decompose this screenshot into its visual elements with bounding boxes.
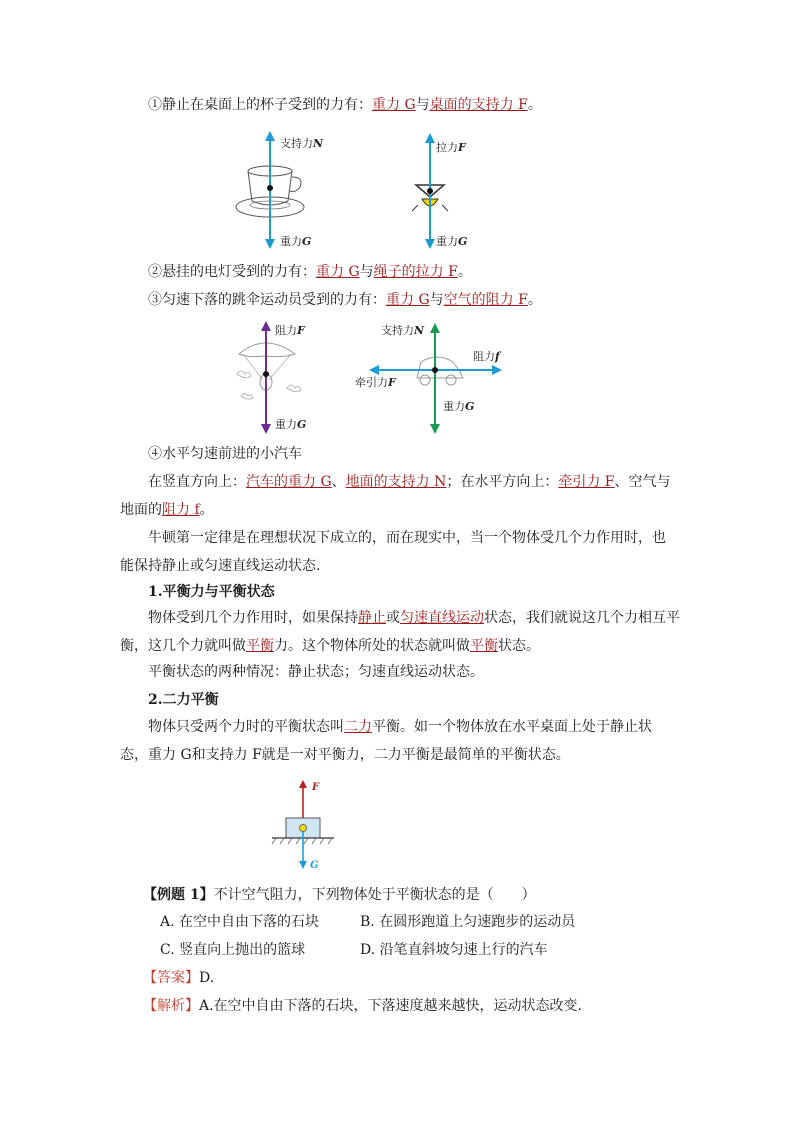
- newton-line1: 牛顿第一定律是在理想状况下成立的，而在现实中，当一个物体受几个力作用时，也: [148, 530, 666, 546]
- block-down-label: G: [310, 860, 319, 871]
- section-2-title: 2.二力平衡: [148, 692, 219, 708]
- sec2-line2: 态，重力 G和支持力 F就是一对平衡力，二力平衡是最简单的平衡状态。: [120, 747, 570, 763]
- sec1-line1: 物体受到几个力作用时，如果保持静止或匀速直线运动状态，我们就说这几个力相互平: [148, 610, 680, 626]
- block-up-label: F: [312, 782, 320, 793]
- item-2: ②悬挂的电灯受到的力有：重力 G与绳子的拉力 F。: [148, 264, 472, 280]
- car-up-label: 支持力N: [381, 324, 425, 337]
- figure-block: [268, 778, 348, 874]
- section-1-title: 1.平衡力与平衡状态: [148, 584, 275, 600]
- example-question: 【例题 1】不计空气阻力，下列物体处于平衡状态的是（ ）: [143, 887, 536, 903]
- para-down-label: 重力G: [275, 418, 307, 431]
- lamp-down-label: 重力G: [436, 235, 468, 248]
- car-forces-line1: 在竖直方向上：汽车的重力 G、地面的支持力 N；在水平方向上：牵引力 F、空气与: [148, 474, 671, 490]
- item-3: ③匀速下落的跳伞运动员受到的力有：重力 G与空气的阻力 F。: [148, 292, 542, 308]
- sec2-line1: 物体只受两个力时的平衡状态叫二力平衡。如一个物体放在水平桌面上处于静止状: [148, 719, 652, 735]
- car-left-label: 牵引力F: [355, 376, 396, 389]
- parachutist-drawing: [237, 343, 301, 399]
- lamp-up-label: 拉力F: [436, 141, 466, 154]
- analysis-line: 【解析】A.在空中自由下落的石块，下落速度越来越快，运动状态改变.: [143, 998, 583, 1014]
- car-down-label: 重力G: [443, 400, 475, 413]
- option-c: C. 竖直向上抛出的篮球: [160, 942, 306, 958]
- sec1-line2: 衡，这几个力就叫做平衡力。这个物体所处的状态就叫做平衡状态。: [120, 638, 540, 654]
- item-1: ①静止在桌面上的杯子受到的力有：重力 G与桌面的支持力 F。: [148, 97, 542, 113]
- item-4: ④水平匀速前进的小汽车: [148, 446, 302, 462]
- option-b: B. 在圆形跑道上匀速跑步的运动员: [360, 914, 576, 930]
- cup-down-label: 重力G: [280, 235, 312, 248]
- para-up-label: 阻力F: [275, 324, 305, 337]
- option-d: D. 沿笔直斜坡匀速上行的汽车: [360, 942, 548, 958]
- car-forces-line2: 地面的阻力 f。: [120, 502, 214, 518]
- cup-up-label: 支持力N: [280, 137, 324, 150]
- sec1-line3: 平衡状态的两种情况：静止状态；匀速直线运动状态。: [148, 664, 484, 680]
- newton-line2: 能保持静止或匀速直线运动状态.: [120, 558, 321, 574]
- car-right-label: 阻力f: [473, 350, 500, 363]
- figure-cup-lamp: [220, 125, 520, 255]
- option-a: A. 在空中自由下落的石块: [160, 914, 320, 930]
- figure-parachute-car: [225, 318, 515, 436]
- answer-line: 【答案】D.: [143, 970, 215, 986]
